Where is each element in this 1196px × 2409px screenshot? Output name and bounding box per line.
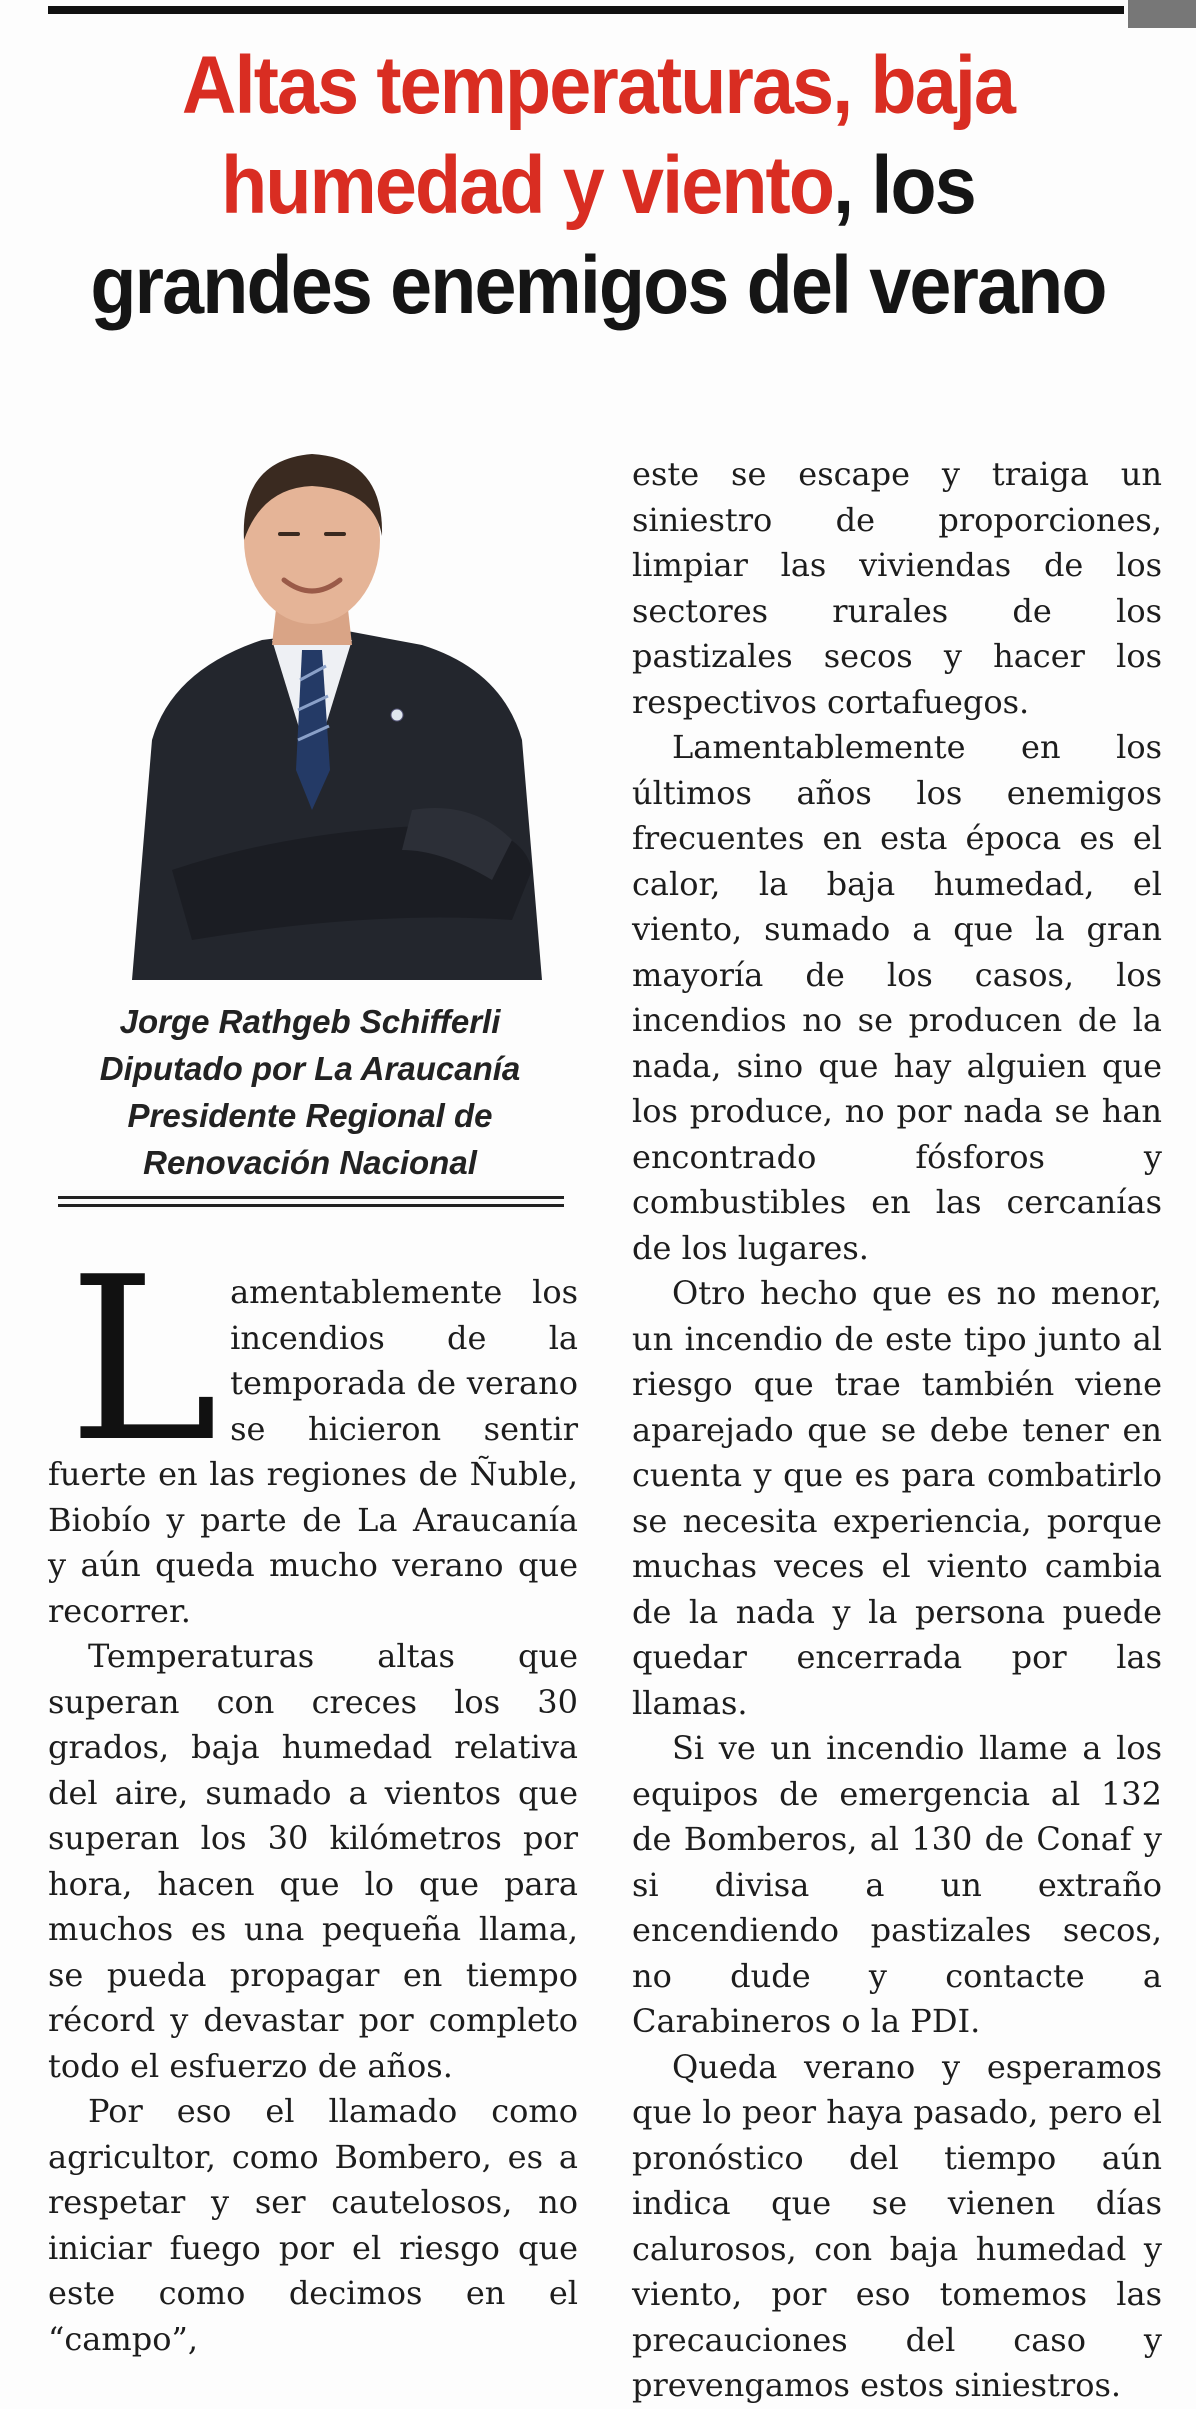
- headline: [75, 36, 1120, 336]
- paragraph-3-continued: este se escape y traiga un siniestro de proporciones, limpiar las viviendas de los sectores rurales de los pastizales secos y hacer los respectivos cortafuegos.: [632, 455, 1162, 721]
- article-column-right: [632, 452, 1162, 2409]
- author-party: Renovación Nacional: [143, 1144, 477, 1181]
- paragraph-3-start: Por eso el llamado como agricultor, como Bombero, es a respetar y ser cautelosos, no iniciar fuego por el riesgo que este como decimos en el “campo”,: [48, 2092, 578, 2358]
- drop-cap: L: [68, 1229, 219, 1492]
- headline-black-part: , los grandes enemigos del verano: [90, 140, 1106, 331]
- top-rule: [48, 6, 1124, 14]
- paragraph-1: [48, 1229, 578, 1634]
- caption-rule-top: [58, 1196, 564, 1199]
- paragraph-6: Si ve un incendio llame a los equipos de emergencia al 132 de Bomberos, al 130 de Conaf y si divisa a un extraño encendiendo pastizales secos, no dude y contacte a Carabineros o la PDI.: [632, 1729, 1162, 2040]
- headline-red-part: Altas temperaturas, baja humedad y viento: [181, 40, 1015, 231]
- paragraph-5: Otro hecho que es no menor, un incendio de este tipo junto al riesgo que trae también viene aparejado que se debe tener en cuenta y que es para combatirlo se necesita experiencia, porque muchas veces el viento cambia de la nada y la persona puede quedar encerrada por las llamas.: [632, 1274, 1162, 1722]
- paragraph-4: Lamentablemente en los últimos años los enemigos frecuentes en esta época es el calor, la baja humedad, el viento, sumado a que la gran mayoría de los casos, los incendios no se producen de la nada, sino que hay alguien que los produce, no por nada se han encontrado fósforos y combustibles en las cercanías de los lugares.: [632, 728, 1162, 1267]
- author-caption: [40, 998, 580, 1186]
- article-column-left: [48, 1229, 578, 2362]
- author-photo: [112, 440, 552, 980]
- paragraph-1-text: amentablemente los incendios de la temporada de verano se hicieron sentir fuerte en las regiones de Ñuble, Biobío y parte de La Araucanía y aún queda mucho verano que recorrer.: [48, 1273, 578, 1630]
- corner-marker: [1128, 0, 1196, 28]
- paragraph-2: Temperaturas altas que superan con creces los 30 grados, baja humedad relativa del aire, sumado a vientos que superan los 30 kilómetros por hora, hacen que lo que para muchos es una pequeña llama, se pueda propagar en tiempo récord y devastar por completo todo el esfuerzo de años.: [48, 1637, 578, 2085]
- author-role: Diputado por La Araucanía: [99, 1050, 521, 1087]
- paragraph-7: Queda verano y esperamos que lo peor haya pasado, pero el pronóstico del tiempo aún indica que se vienen días calurosos, con baja humedad y viento, por eso tomemos las precauciones del caso y prevengamos estos siniestros.: [632, 2047, 1162, 2404]
- caption-rule-bottom: [58, 1204, 564, 1207]
- author-position: Presidente Regional de: [127, 1097, 493, 1134]
- author-name: Jorge Rathgeb Schifferli: [119, 1003, 501, 1040]
